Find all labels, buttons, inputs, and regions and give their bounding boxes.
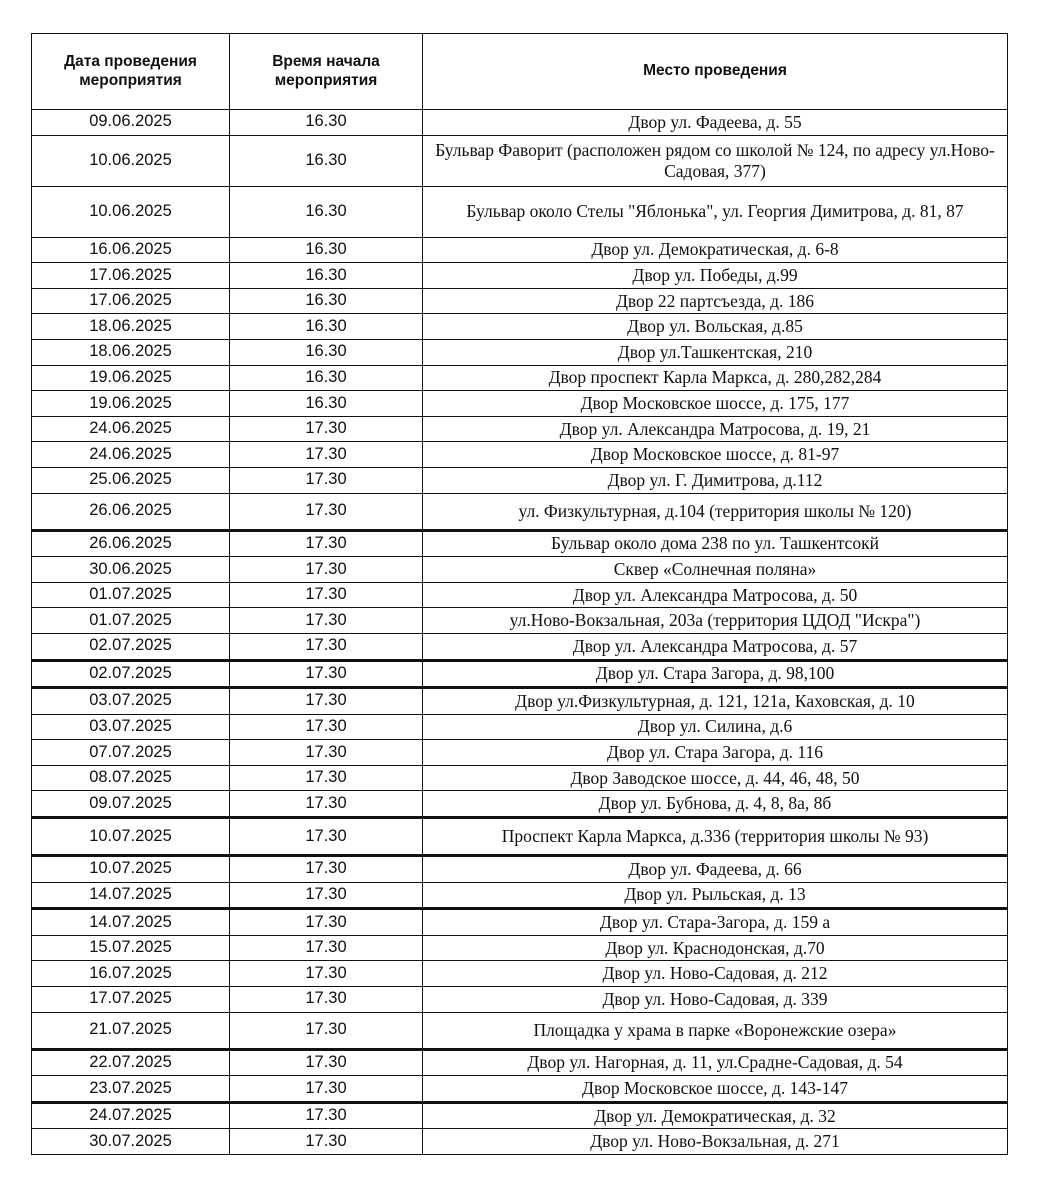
event-time-cell: 16.30	[230, 314, 423, 340]
event-place-cell: Двор ул.Физкультурная, д. 121, 121а, Каховская, д. 10	[423, 688, 1008, 715]
table-row	[32, 882, 1008, 909]
event-place-cell: Площадка у храма в парке «Воронежские озера»	[423, 1012, 1008, 1049]
event-place-cell: Бульвар около Стелы "Яблонька", ул. Георгия Димитрова, д. 81, 87	[423, 186, 1008, 237]
event-place-cell: Двор ул. Г. Димитрова, д.112	[423, 467, 1008, 493]
event-date-cell: 15.07.2025	[32, 935, 230, 961]
table-row	[32, 288, 1008, 314]
event-date-cell: 24.06.2025	[32, 416, 230, 442]
event-place-cell: Двор ул. Нагорная, д. 11, ул.Срадне-Садовая, д. 54	[423, 1049, 1008, 1076]
event-date-cell: 07.07.2025	[32, 740, 230, 766]
event-time-cell: 17.30	[230, 1076, 423, 1103]
table-row	[32, 263, 1008, 289]
table-row	[32, 765, 1008, 791]
event-place-cell: Двор проспект Карла Маркса, д. 280,282,284	[423, 365, 1008, 391]
event-date-cell: 10.07.2025	[32, 818, 230, 856]
event-place-cell: Двор ул. Александра Матросова, д. 50	[423, 582, 1008, 608]
table-row	[32, 391, 1008, 417]
table-row	[32, 660, 1008, 688]
event-date-cell: 09.07.2025	[32, 791, 230, 818]
event-place-cell: Двор Московское шоссе, д. 81-97	[423, 442, 1008, 468]
event-date-cell: 03.07.2025	[32, 714, 230, 740]
event-place-cell: Проспект Карла Маркса, д.336 (территория школы № 93)	[423, 818, 1008, 856]
header-date: Дата проведения мероприятия	[32, 34, 230, 110]
event-time-cell: 17.30	[230, 1012, 423, 1049]
event-time-cell: 17.30	[230, 688, 423, 715]
event-place-cell: Двор ул. Ново-Садовая, д. 212	[423, 961, 1008, 987]
event-place-cell: Двор ул.Ташкентская, 210	[423, 339, 1008, 365]
table-row	[32, 493, 1008, 530]
event-date-cell: 17.07.2025	[32, 987, 230, 1013]
event-time-cell: 17.30	[230, 530, 423, 557]
event-time-cell: 16.30	[230, 263, 423, 289]
event-date-cell: 10.06.2025	[32, 186, 230, 237]
event-time-cell: 17.30	[230, 557, 423, 583]
event-place-cell: Двор ул. Победы, д.99	[423, 263, 1008, 289]
event-place-cell: Двор ул. Фадеева, д. 66	[423, 856, 1008, 883]
event-place-cell: Двор ул. Краснодонская, д.70	[423, 935, 1008, 961]
table-row	[32, 1049, 1008, 1076]
event-date-cell: 25.06.2025	[32, 467, 230, 493]
event-date-cell: 02.07.2025	[32, 660, 230, 688]
table-row	[32, 365, 1008, 391]
event-time-cell: 17.30	[230, 1129, 423, 1155]
table-row	[32, 530, 1008, 557]
event-place-cell: Двор ул. Ново-Вокзальная, д. 271	[423, 1129, 1008, 1155]
table-row	[32, 416, 1008, 442]
event-time-cell: 17.30	[230, 493, 423, 530]
events-schedule-table	[31, 33, 1008, 1155]
table-row	[32, 557, 1008, 583]
event-date-cell: 16.07.2025	[32, 961, 230, 987]
event-date-cell: 26.06.2025	[32, 493, 230, 530]
event-time-cell: 17.30	[230, 416, 423, 442]
event-time-cell: 16.30	[230, 391, 423, 417]
event-place-cell: Двор Московское шоссе, д. 175, 177	[423, 391, 1008, 417]
event-place-cell: Двор ул. Александра Матросова, д. 57	[423, 633, 1008, 660]
event-time-cell: 17.30	[230, 791, 423, 818]
event-date-cell: 02.07.2025	[32, 633, 230, 660]
table-row	[32, 1129, 1008, 1155]
event-place-cell: Двор ул. Стара Загора, д. 116	[423, 740, 1008, 766]
event-date-cell: 30.06.2025	[32, 557, 230, 583]
event-time-cell: 17.30	[230, 633, 423, 660]
event-date-cell: 18.06.2025	[32, 339, 230, 365]
table-row	[32, 237, 1008, 263]
event-date-cell: 19.06.2025	[32, 391, 230, 417]
table-row	[32, 987, 1008, 1013]
event-time-cell: 16.30	[230, 237, 423, 263]
event-place-cell: Двор ул. Демократическая, д. 32	[423, 1102, 1008, 1129]
event-place-cell: Двор ул. Александра Матросова, д. 19, 21	[423, 416, 1008, 442]
table-row	[32, 688, 1008, 715]
event-date-cell: 10.06.2025	[32, 135, 230, 186]
event-time-cell: 16.30	[230, 288, 423, 314]
event-time-cell: 17.30	[230, 1102, 423, 1129]
event-date-cell: 26.06.2025	[32, 530, 230, 557]
event-time-cell: 17.30	[230, 582, 423, 608]
event-place-cell: Бульвар Фаворит (расположен рядом со школой № 124, по адресу ул.Ново-Садовая, 377)	[423, 135, 1008, 186]
table-row	[32, 791, 1008, 818]
table-row	[32, 714, 1008, 740]
table-row	[32, 314, 1008, 340]
event-date-cell: 09.06.2025	[32, 110, 230, 136]
table-row	[32, 608, 1008, 634]
table-row	[32, 442, 1008, 468]
table-row	[32, 740, 1008, 766]
event-date-cell: 19.06.2025	[32, 365, 230, 391]
event-place-cell: ул.Ново-Вокзальная, 203а (территория ЦДОД "Искра")	[423, 608, 1008, 634]
table-row	[32, 909, 1008, 936]
header-place: Место проведения	[423, 34, 1008, 110]
event-place-cell: Двор ул. Фадеева, д. 55	[423, 110, 1008, 136]
event-time-cell: 16.30	[230, 365, 423, 391]
event-date-cell: 14.07.2025	[32, 882, 230, 909]
event-date-cell: 01.07.2025	[32, 582, 230, 608]
table-header-row	[32, 34, 1008, 110]
event-date-cell: 23.07.2025	[32, 1076, 230, 1103]
event-date-cell: 18.06.2025	[32, 314, 230, 340]
event-place-cell: Двор Московское шоссе, д. 143-147	[423, 1076, 1008, 1103]
event-place-cell: Двор ул. Ново-Садовая, д. 339	[423, 987, 1008, 1013]
event-time-cell: 17.30	[230, 856, 423, 883]
event-date-cell: 22.07.2025	[32, 1049, 230, 1076]
event-place-cell: Двор ул. Бубнова, д. 4, 8, 8а, 8б	[423, 791, 1008, 818]
event-date-cell: 03.07.2025	[32, 688, 230, 715]
header-time: Время начала мероприятия	[230, 34, 423, 110]
table-row	[32, 467, 1008, 493]
event-time-cell: 17.30	[230, 1049, 423, 1076]
event-time-cell: 16.30	[230, 339, 423, 365]
event-time-cell: 17.30	[230, 987, 423, 1013]
event-place-cell: Бульвар около дома 238 по ул. Ташкентсокй	[423, 530, 1008, 557]
event-time-cell: 17.30	[230, 882, 423, 909]
table-row	[32, 935, 1008, 961]
table-row	[32, 110, 1008, 136]
event-place-cell: Двор ул. Рыльская, д. 13	[423, 882, 1008, 909]
event-date-cell: 10.07.2025	[32, 856, 230, 883]
event-time-cell: 17.30	[230, 740, 423, 766]
event-place-cell: Двор ул. Силина, д.6	[423, 714, 1008, 740]
event-time-cell: 17.30	[230, 909, 423, 936]
event-date-cell: 17.06.2025	[32, 288, 230, 314]
event-date-cell: 08.07.2025	[32, 765, 230, 791]
event-place-cell: Двор 22 партсъезда, д. 186	[423, 288, 1008, 314]
event-time-cell: 17.30	[230, 961, 423, 987]
event-time-cell: 17.30	[230, 660, 423, 688]
table-row	[32, 856, 1008, 883]
event-time-cell: 17.30	[230, 608, 423, 634]
event-place-cell: Двор ул. Стара-Загора, д. 159 а	[423, 909, 1008, 936]
event-date-cell: 24.06.2025	[32, 442, 230, 468]
table-row	[32, 186, 1008, 237]
event-time-cell: 16.30	[230, 186, 423, 237]
table-row	[32, 1102, 1008, 1129]
event-date-cell: 14.07.2025	[32, 909, 230, 936]
event-place-cell: Двор ул. Вольская, д.85	[423, 314, 1008, 340]
event-place-cell: Двор Заводское шоссе, д. 44, 46, 48, 50	[423, 765, 1008, 791]
event-date-cell: 30.07.2025	[32, 1129, 230, 1155]
table-row	[32, 1012, 1008, 1049]
event-date-cell: 17.06.2025	[32, 263, 230, 289]
table-row	[32, 339, 1008, 365]
table-row	[32, 582, 1008, 608]
event-date-cell: 21.07.2025	[32, 1012, 230, 1049]
table-row	[32, 818, 1008, 856]
event-date-cell: 24.07.2025	[32, 1102, 230, 1129]
event-place-cell: Двор ул. Стара Загора, д. 98,100	[423, 660, 1008, 688]
event-place-cell: Сквер «Солнечная поляна»	[423, 557, 1008, 583]
event-date-cell: 01.07.2025	[32, 608, 230, 634]
event-place-cell: Двор ул. Демократическая, д. 6-8	[423, 237, 1008, 263]
event-time-cell: 16.30	[230, 135, 423, 186]
event-date-cell: 16.06.2025	[32, 237, 230, 263]
table-row	[32, 633, 1008, 660]
table-row	[32, 1076, 1008, 1103]
event-time-cell: 16.30	[230, 110, 423, 136]
event-time-cell: 17.30	[230, 442, 423, 468]
table-row	[32, 961, 1008, 987]
event-time-cell: 17.30	[230, 714, 423, 740]
event-time-cell: 17.30	[230, 935, 423, 961]
event-time-cell: 17.30	[230, 467, 423, 493]
event-time-cell: 17.30	[230, 818, 423, 856]
table-row	[32, 135, 1008, 186]
event-place-cell: ул. Физкультурная, д.104 (территория школы № 120)	[423, 493, 1008, 530]
event-time-cell: 17.30	[230, 765, 423, 791]
